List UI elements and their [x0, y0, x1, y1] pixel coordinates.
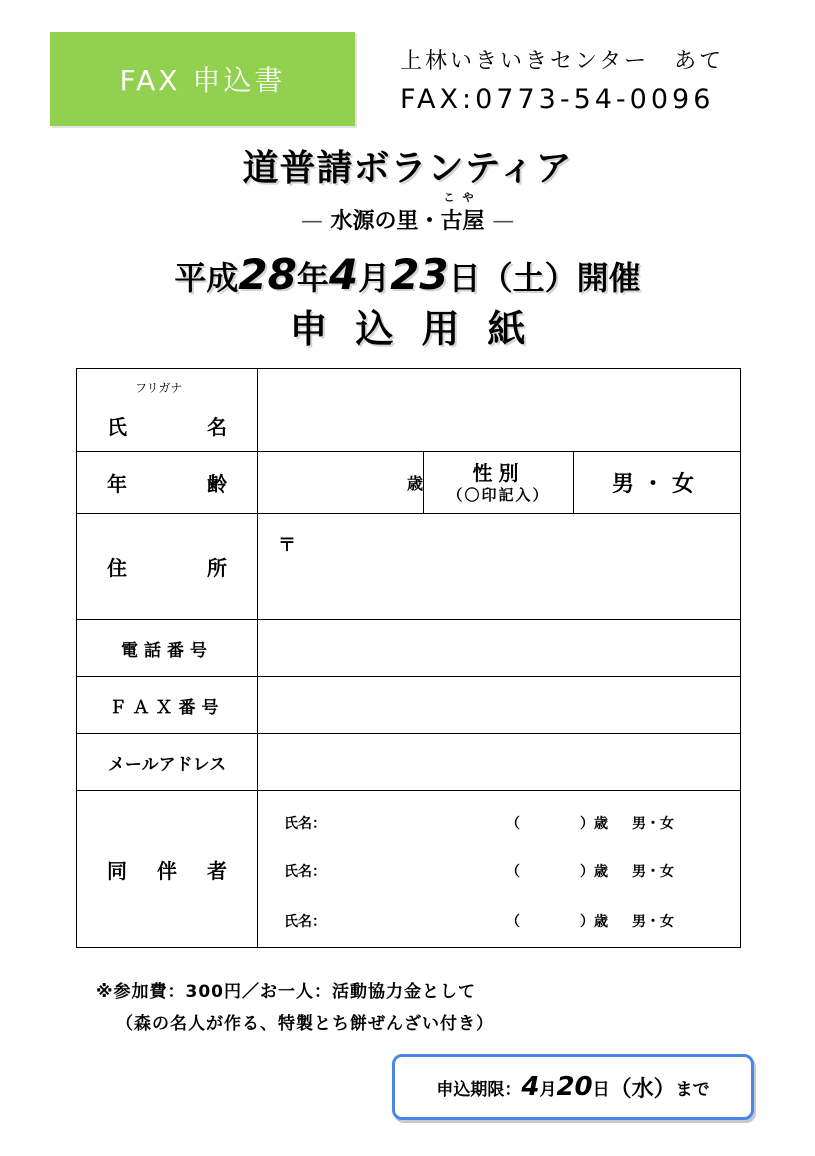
- deadline-day-unit: 日: [592, 1079, 610, 1100]
- deadline-box: [392, 1054, 754, 1120]
- age-unit: 歳: [406, 474, 423, 493]
- fax-number: FAX:0773-54-0096: [400, 84, 715, 115]
- deadline-weekday: （水）: [609, 1076, 676, 1102]
- subtitle-ruby: こや: [443, 191, 482, 204]
- companion-entry: 氏名： （ ）歳 男・女: [284, 816, 674, 832]
- name-label: 氏 名: [107, 415, 227, 439]
- phone-input[interactable]: [258, 620, 741, 677]
- event-title: 道普請ボランティア: [242, 148, 573, 189]
- age-label-cell: [77, 452, 258, 514]
- date-weekday: （土）: [480, 259, 577, 297]
- phone-row: [77, 620, 741, 677]
- date-year-unit: 年: [296, 259, 329, 297]
- deadline-day: 20: [556, 1072, 593, 1102]
- form-title: 申込用紙: [289, 307, 554, 351]
- badge-text: FAX 申込書: [119, 64, 286, 97]
- companion-row: [77, 791, 741, 948]
- date-year: 28: [238, 250, 297, 299]
- deadline-month: 4: [521, 1072, 540, 1102]
- fee-line-2: （森の名人が作る、特製とち餅ぜんざい付き）: [116, 1014, 494, 1034]
- age-label: 年 齢: [107, 472, 227, 496]
- sex-note: （〇印記入）: [447, 485, 550, 504]
- age-sex-row: [77, 452, 741, 514]
- fax-row: [77, 677, 741, 734]
- date-day: 23: [390, 250, 449, 299]
- date-day-unit: 日: [448, 259, 481, 297]
- event-date: [0, 250, 815, 299]
- subtitle-dash-left: —: [300, 209, 323, 234]
- subtitle-kanji: 古屋: [440, 209, 485, 234]
- name-row: [77, 369, 741, 452]
- postal-mark: 〒: [278, 534, 296, 556]
- sex-label-cell: [424, 452, 574, 514]
- name-input[interactable]: [258, 369, 741, 452]
- furigana-label: フリガナ: [135, 381, 183, 395]
- email-row: [77, 734, 741, 791]
- subtitle-place: [440, 191, 485, 235]
- phone-label: 電話番号: [77, 620, 258, 677]
- companion-entry: 氏名： （ ）歳 男・女: [284, 864, 674, 880]
- event-subtitle: [0, 191, 815, 235]
- subtitle-dash-right: —: [492, 209, 515, 234]
- address-row: [77, 514, 741, 620]
- age-input[interactable]: [258, 452, 424, 514]
- deadline-month-unit: 月: [539, 1079, 557, 1100]
- subtitle-prefix: 水源の里・: [330, 209, 441, 234]
- application-form: [76, 368, 741, 948]
- date-suffix: 開催: [576, 259, 641, 297]
- fax-label: ＦＡＸ番号: [77, 677, 258, 734]
- sex-label: 性別: [472, 460, 525, 485]
- fee-note: [96, 976, 494, 1040]
- fax-input[interactable]: [258, 677, 741, 734]
- deadline-label: 申込期限：: [436, 1079, 522, 1100]
- companion-entry: 氏名： （ ）歳 男・女: [284, 914, 674, 930]
- address-input[interactable]: [258, 514, 741, 620]
- deadline-suffix: まで: [675, 1079, 710, 1100]
- email-label: メールアドレス: [77, 734, 258, 791]
- address-label-cell: [77, 514, 258, 620]
- name-label-cell: [77, 369, 258, 452]
- sex-options[interactable]: 男・女: [574, 452, 741, 514]
- address-label: 住 所: [107, 556, 227, 580]
- email-input[interactable]: [258, 734, 741, 791]
- fax-application-badge: [50, 32, 355, 126]
- fee-line-1: ※参加費：300円／お一人：活動協力金として: [96, 982, 477, 1002]
- date-era: 平成: [174, 259, 239, 297]
- destination-text: 上林いきいきセンター あて: [400, 49, 725, 74]
- companion-label-cell: [77, 791, 258, 948]
- date-month-unit: 月: [358, 259, 391, 297]
- companion-input[interactable]: [258, 791, 741, 948]
- companion-label: 同 伴 者: [107, 858, 227, 883]
- date-month: 4: [328, 250, 359, 299]
